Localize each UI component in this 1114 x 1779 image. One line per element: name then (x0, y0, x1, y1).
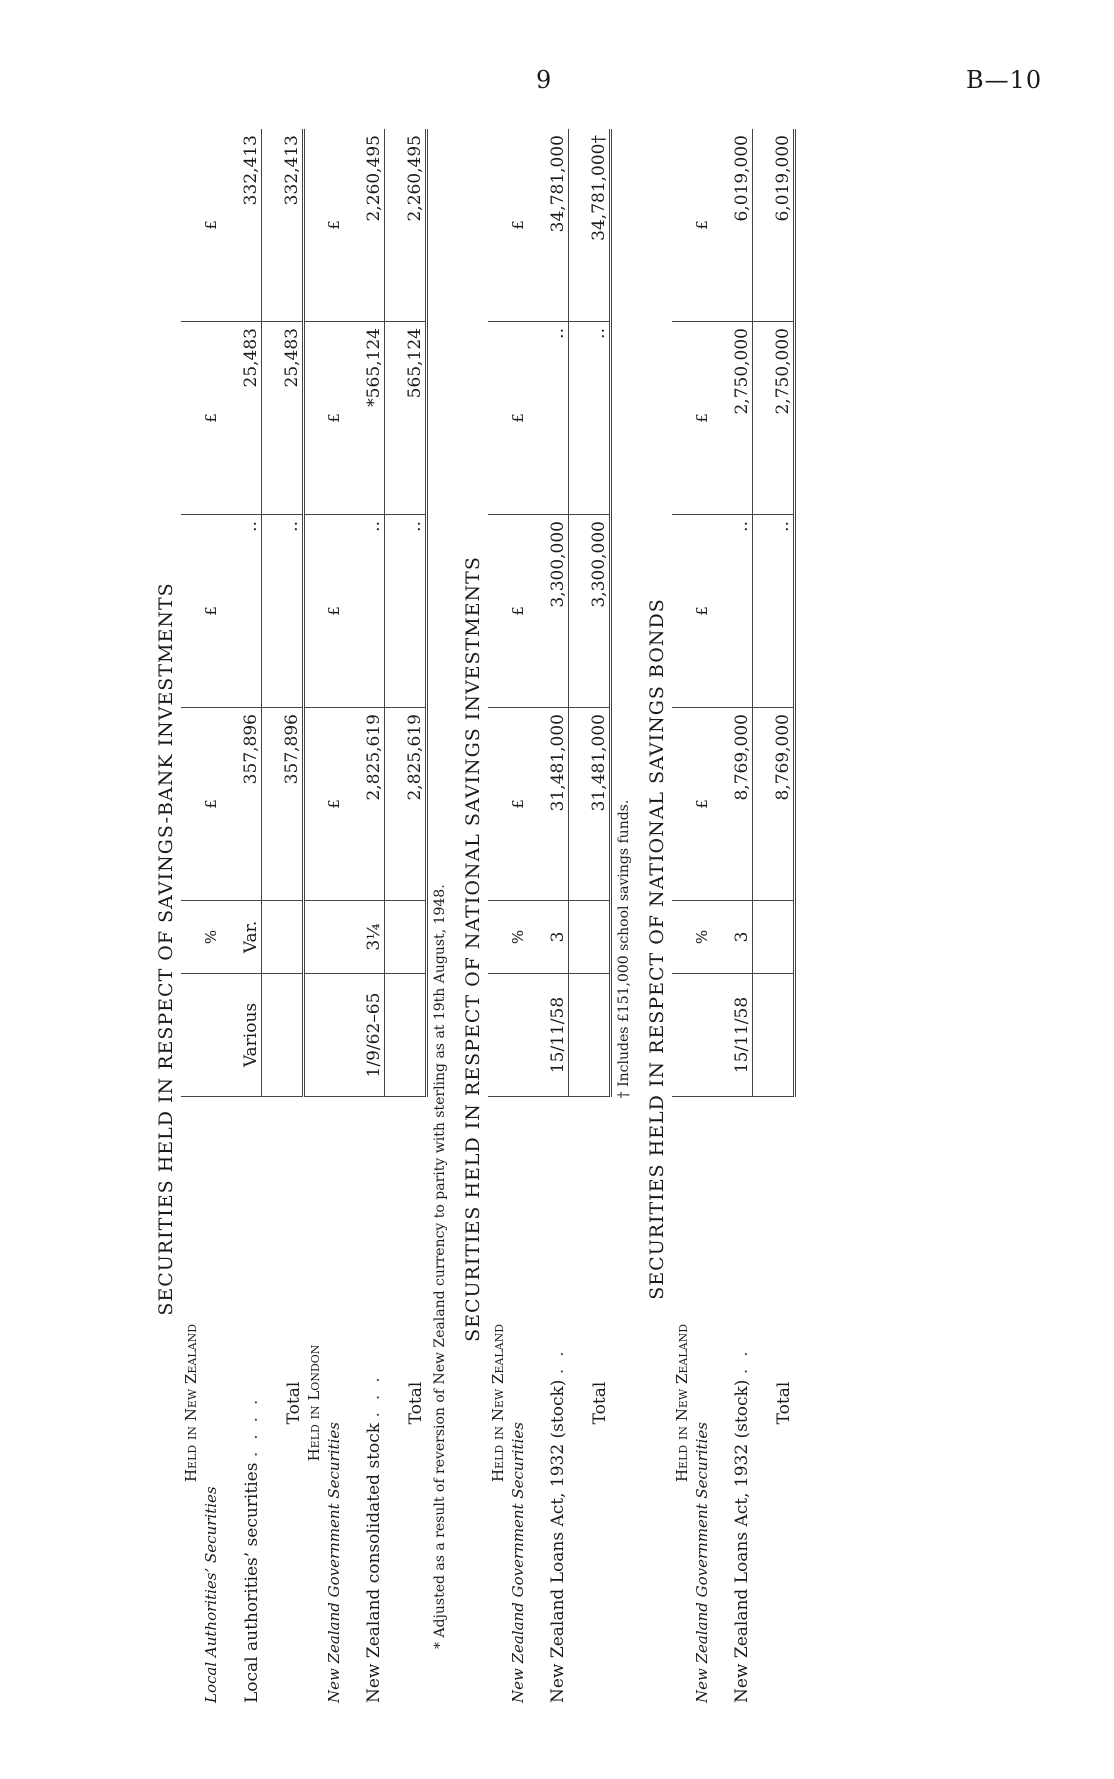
unit: £ (324, 515, 344, 708)
total-4: 6,019,000 (752, 129, 794, 322)
total-2: .. (752, 515, 794, 708)
cell-1: 31,481,000 (528, 708, 569, 901)
total-row (262, 129, 304, 1709)
unit: £ (324, 708, 344, 901)
cell-3: 2,750,000 (712, 322, 753, 515)
total-2: .. (384, 515, 426, 708)
cell-4: 34,781,000 (528, 129, 569, 322)
national-savings-bonds-table (672, 129, 796, 1709)
unit: £ (692, 322, 712, 515)
national-savings-investments-table (488, 129, 612, 1709)
leader-dots: .. (548, 1339, 568, 1375)
cell-3: 25,483 (221, 322, 262, 515)
total-3: .. (568, 322, 610, 515)
leader-dots: ... (364, 1365, 384, 1418)
table-row (712, 129, 753, 1709)
total-1: 357,896 (262, 708, 304, 901)
row-label: New Zealand consolidated stock (364, 1422, 384, 1703)
footnote: † Includes £151,000 school savings funds. (615, 799, 632, 1099)
leader-dots: .... (241, 1387, 262, 1458)
total-label: Total (774, 1381, 794, 1425)
rate: Var. (221, 901, 262, 974)
total-3: 25,483 (262, 322, 304, 515)
table-row (528, 129, 569, 1709)
cell-4: 2,260,495 (344, 129, 385, 322)
total-1: 2,825,619 (384, 708, 426, 901)
total-row (752, 129, 794, 1709)
subheading: New Zealand Government Securities (324, 1422, 343, 1703)
total-row (568, 129, 610, 1709)
unit: £ (201, 515, 221, 708)
cell-1: 8,769,000 (712, 708, 753, 901)
table-row (344, 129, 385, 1709)
cell-2: .. (712, 515, 753, 708)
total-label: Total (406, 1381, 426, 1425)
section-savings-bank (155, 135, 448, 1709)
rate: 3¼ (344, 901, 385, 974)
unit: % (508, 901, 528, 974)
rate: 3 (528, 901, 569, 974)
footnote: * Adjusted as a result of reversion of New Zealand currency to parity with sterling as at 19th August, 1948. (431, 884, 448, 1649)
cell-2: 3,300,000 (528, 515, 569, 708)
total-4: 2,260,495 (384, 129, 426, 322)
total-3: 2,750,000 (752, 322, 794, 515)
total-1: 8,769,000 (752, 708, 794, 901)
cell-2: .. (344, 515, 385, 708)
unit: £ (692, 708, 712, 901)
subheading: New Zealand Government Securities (692, 1422, 711, 1703)
subheading: Local Authorities’ Securities (202, 1486, 220, 1703)
unit: £ (692, 515, 712, 708)
total-2: 3,300,000 (568, 515, 610, 708)
held-heading: Held in New Zealand (488, 1323, 507, 1483)
total-4: 34,781,000† (568, 129, 610, 322)
maturity: 15/11/58 (712, 974, 753, 1097)
unit: £ (508, 129, 528, 322)
leader-dots: .. (732, 1339, 752, 1375)
section-title: SECURITIES HELD IN RESPECT OF NATIONAL SAVINGS INVESTMENTS (461, 556, 484, 1342)
total-3: 565,124 (384, 322, 426, 515)
cell-4: 6,019,000 (712, 129, 753, 322)
total-label: Total (590, 1381, 610, 1425)
row-label: Local authorities’ securities (241, 1462, 262, 1703)
total-row (384, 129, 426, 1709)
cell-1: 2,825,619 (344, 708, 385, 901)
rate: 3 (712, 901, 753, 974)
cell-1: 357,896 (221, 708, 262, 901)
total-4: 332,413 (262, 129, 304, 322)
held-heading: Held in New Zealand (182, 1323, 200, 1483)
section-national-savings-investments (461, 135, 632, 1709)
rotated-tables (0, 129, 960, 1779)
unit: £ (201, 322, 221, 515)
unit: % (692, 901, 712, 974)
unit: £ (201, 708, 221, 901)
total-2: .. (262, 515, 304, 708)
page-reference: B—10 (966, 66, 1043, 94)
unit: £ (324, 322, 344, 515)
unit: £ (324, 129, 344, 322)
section-title: SECURITIES HELD IN RESPECT OF SAVINGS-BANK INVESTMENTS (155, 582, 177, 1316)
unit: % (201, 901, 221, 974)
page-number: 9 (536, 66, 552, 94)
maturity: 15/11/58 (528, 974, 569, 1097)
cell-4: 332,413 (221, 129, 262, 322)
unit: £ (692, 129, 712, 322)
row-label: New Zealand Loans Act, 1932 (stock) (548, 1379, 568, 1703)
cell-3: *565,124 (344, 322, 385, 515)
section-title: SECURITIES HELD IN RESPECT OF NATIONAL SAVINGS BONDS (645, 598, 668, 1300)
table-row (221, 129, 262, 1709)
total-label: Total (283, 1381, 304, 1425)
cell-2: .. (221, 515, 262, 708)
unit: £ (508, 322, 528, 515)
unit (324, 901, 344, 974)
unit: £ (201, 129, 221, 322)
row-label: New Zealand Loans Act, 1932 (stock) (732, 1379, 752, 1703)
subheading: New Zealand Government Securities (508, 1422, 527, 1703)
section-national-savings-bonds (645, 135, 796, 1709)
maturity: 1/9/62–65 (344, 974, 385, 1097)
held-heading: Held in London (304, 1344, 323, 1462)
held-heading: Held in New Zealand (672, 1323, 691, 1483)
maturity: Various (221, 974, 262, 1097)
cell-3: .. (528, 322, 569, 515)
unit: £ (508, 708, 528, 901)
unit: £ (508, 515, 528, 708)
savings-bank-table (181, 129, 428, 1709)
total-1: 31,481,000 (568, 708, 610, 901)
